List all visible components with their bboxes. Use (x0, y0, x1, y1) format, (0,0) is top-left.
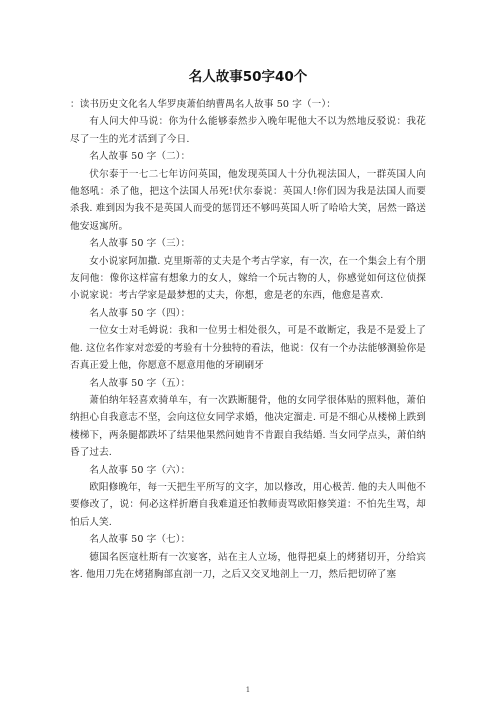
section-heading: 名人故事 50 字（三）： (89, 238, 191, 250)
body-paragraph: 欧阳修晚年，每一天把生平所写的文字，加以修改，用心极苦. 他的夫人叫他不要修改了，说：何必这样折磨自我难道还怕教师责骂欧阳修笑道：不怕先生骂，却怕后人笑. (70, 481, 426, 528)
section-heading: 名人故事 50 字（二）： (89, 151, 191, 163)
intro-paragraph: ：读书历史文化名人华罗庚萧伯纳曹禺名人故事 50 字（一）： (70, 99, 336, 110)
section-heading: 名人故事 50 字（七）： (89, 534, 191, 546)
document-title: 名人故事50字40个 (188, 69, 308, 85)
body-paragraph: 女小说家阿加撒. 克里斯蒂的丈夫是个考古学家，有一次，在一个集会上有个朋友问他：像你这样富有想象力的女人，嫁给一个玩古物的人，你感觉如何这位侦探小说家说：考古学家是最梦想的丈夫，你想，愈是老的东西，他愈是喜欢. (70, 255, 426, 302)
body-paragraph: 萧伯纳年轻喜欢骑单车，有一次跌断腿骨，他的女同学很体贴的照料他，萧伯纳担心自我意志不坚，会向这位女同学求婚，他决定溜走. 可是不细心从楼梯上跌到楼梯下，两条腿都跌坏了结果他果然问她肯不肯跟自我结婚. 当女同学点头，萧伯纳昏了过去. (70, 394, 426, 459)
page-number: 1 (245, 686, 251, 694)
document-body (70, 96, 426, 583)
section-heading: 名人故事 50 字（四）： (89, 307, 191, 319)
body-paragraph: 德国名医寇杜斯有一次宴客，站在主人立场，他得把桌上的烤猪切开，分给宾客. 他用刀先在烤猪胸部直剖一刀，之后又交叉地剖上一刀，然后把切碎了塞 (70, 551, 426, 580)
body-paragraph: 伏尔泰于一七二七年访问英国，他发现英国人十分仇视法国人，一群英国人向他怒吼：杀了他，把这个法国人吊死!伏尔泰说：英国人!你们因为我是法国人而要杀我. 难到因为我不是英国人而受的惩罚还不够吗英国人听了哈哈大笑，居然一路送他安返寓所。 (70, 168, 426, 232)
section-heading: 名人故事 50 字（六）： (89, 464, 191, 476)
body-paragraph: 一位女士对毛姆说：我和一位男士相处很久，可是不敢断定，我是不是爱上了他. 这位名作家对恋爱的考验有十分独特的看法，他说：仅有一个办法能够测验你是否真正爱上他，你愿意不愿意用他的牙刷刷牙 (70, 325, 426, 372)
body-paragraph: 有人问大仲马说：你为什么能够泰然步入晚年呢他大不以为然地反驳说：我花尽了一生的光才活到了今日. (70, 116, 426, 145)
section-heading: 名人故事 50 字（五）： (89, 377, 191, 389)
